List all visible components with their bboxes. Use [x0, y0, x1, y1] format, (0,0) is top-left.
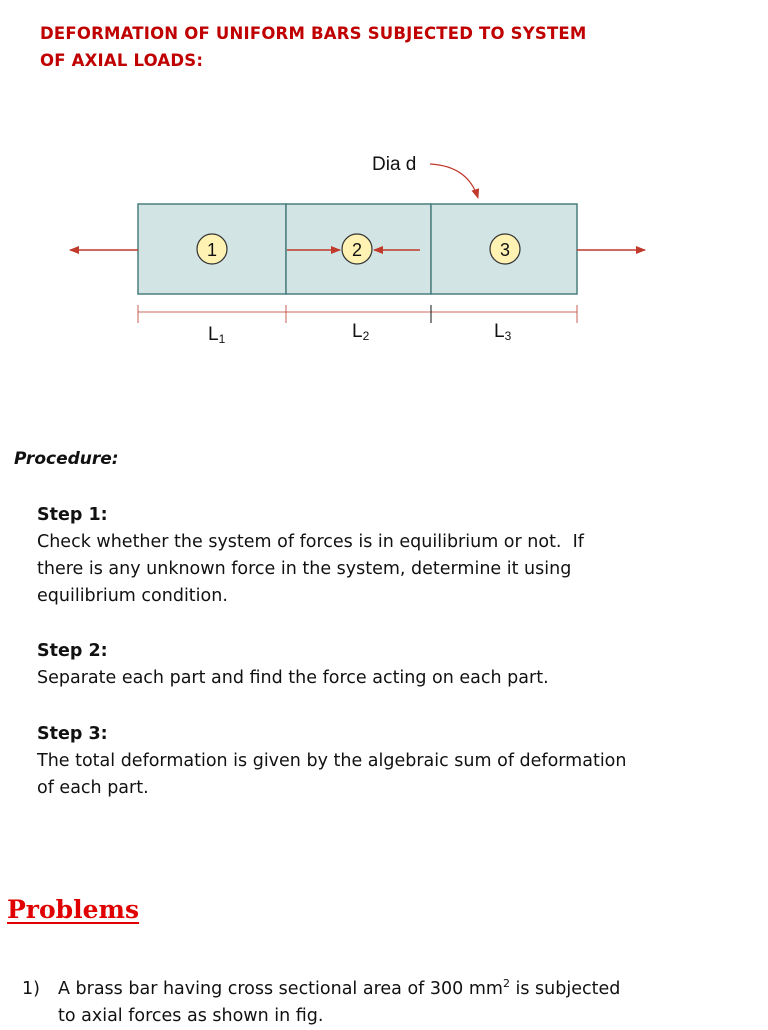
diameter-label: Dia d [372, 154, 417, 175]
step-3 [37, 721, 747, 802]
problems-heading: Problems [7, 895, 140, 924]
length-label-3: L3 [494, 321, 512, 343]
step-3-line-2: of each part. [37, 778, 149, 798]
segment-number-3: 3 [499, 240, 511, 260]
document-title [40, 20, 720, 74]
step-1 [37, 502, 747, 610]
segment-number-1: 1 [206, 240, 218, 260]
step-1-line-2: there is any unknown force in the system, determine it using [37, 559, 572, 579]
step-1-line-1: Check whether the system of forces is in equilibrium or not. If [37, 532, 584, 552]
segment-number-2: 2 [351, 240, 363, 260]
problem-1-line-1 [22, 970, 742, 1003]
procedure-heading: Procedure: [14, 449, 119, 469]
title-line-1: DEFORMATION OF UNIFORM BARS SUBJECTED TO SYSTEM [40, 24, 587, 43]
title-line-2: OF AXIAL LOADS: [40, 51, 204, 70]
step-2 [37, 638, 747, 692]
length-label-2: L2 [352, 321, 370, 343]
diameter-pointer-arrow [430, 164, 478, 198]
step-3-line-1: The total deformation is given by the algebraic sum of deformation [37, 751, 627, 771]
problem-1-number: 1) [22, 978, 40, 999]
length-label-1: L1 [208, 324, 226, 346]
problem-1-line-2: to axial forces as shown in fig. [58, 1005, 324, 1026]
bar-diagram [0, 140, 768, 360]
step-2-heading: Step 2: [37, 641, 108, 661]
step-1-heading: Step 1: [37, 505, 108, 525]
step-2-line-1: Separate each part and find the force acting on each part. [37, 668, 549, 688]
problem-1-text-before: A brass bar having cross sectional area of 300 mm [58, 978, 503, 999]
problem-1-text-after: is subjected [509, 978, 621, 999]
problem-item-1 [22, 970, 742, 1030]
problem-1-superscript: 2 [502, 977, 510, 990]
step-3-heading: Step 3: [37, 724, 108, 744]
step-1-line-3: equilibrium condition. [37, 586, 228, 606]
